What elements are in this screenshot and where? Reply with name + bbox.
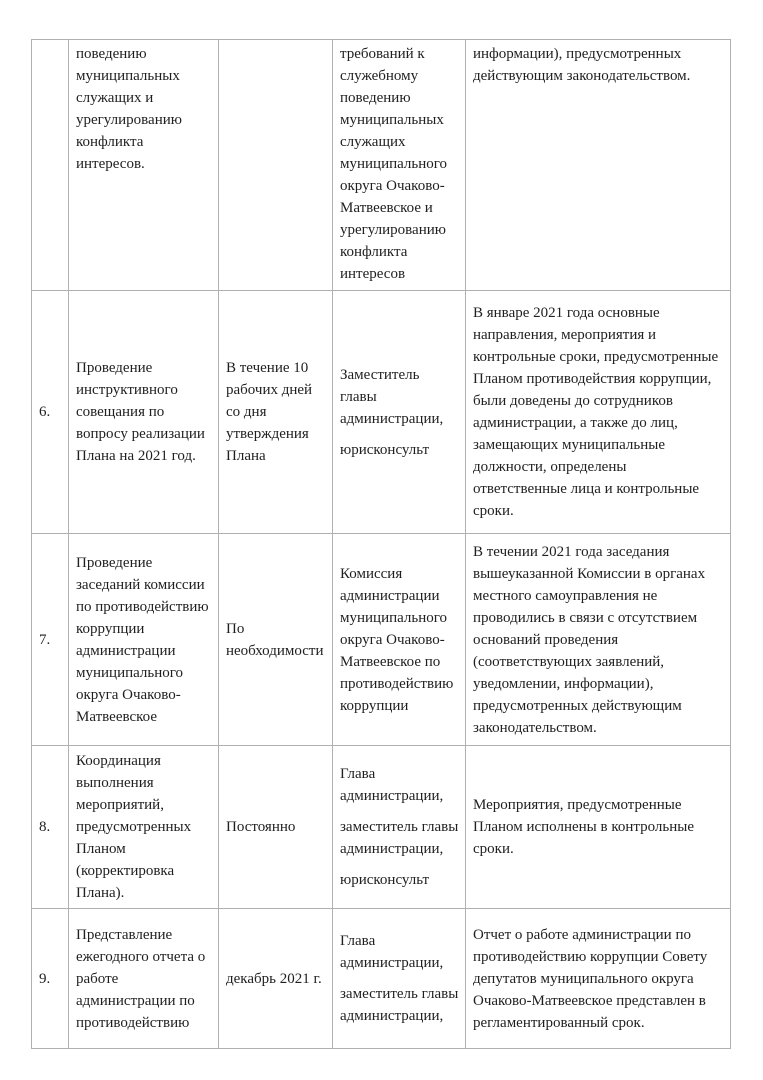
responsible-paragraph: юрисконсульт — [340, 441, 430, 458]
deadline-cell: В течение 10 рабочих дней со дня утверждения Плана — [219, 291, 333, 534]
result-cell: информации), предусмотренных действующим законодательством. — [466, 40, 731, 291]
deadline-cell — [219, 40, 333, 291]
row-number-cell — [32, 40, 69, 291]
table-row-9 — [32, 909, 731, 1049]
responsible-paragraph: Глава администрации, — [340, 933, 444, 971]
result-cell: Отчет о работе администрации по противодействию коррупции Совету депутатов муниципального округа Очаково-Матвеевское представлен в регламентированный срок. — [466, 909, 731, 1049]
responsible-cell — [333, 746, 466, 909]
table-row-5-continuation — [32, 40, 731, 291]
responsible-paragraph: требований к служебному поведению муниципальных служащих муниципального округа Очаково-Матвеевское и урегулированию конфликта интересов — [340, 46, 448, 282]
result-cell: Мероприятия, предусмотренные Планом исполнены в контрольные сроки. — [466, 746, 731, 909]
table-row-6 — [32, 291, 731, 534]
responsible-paragraph: заместитель главы администрации, — [340, 819, 459, 857]
responsible-paragraph: Глава администрации, — [340, 766, 444, 804]
deadline-cell: По необходимости — [219, 534, 333, 746]
responsible-paragraph: Комиссия администрации муниципального округа Очаково-Матвеевское по противодействию коррупции — [340, 565, 454, 714]
responsible-paragraph: заместитель главы администрации, — [340, 986, 459, 1024]
responsible-cell — [333, 40, 466, 291]
responsible-paragraph: юрисконсульт — [340, 872, 430, 888]
responsible-cell — [333, 291, 466, 534]
row-number-cell: 7. — [32, 534, 69, 746]
responsible-cell — [333, 534, 466, 746]
deadline-cell: Постоянно — [219, 746, 333, 909]
row-number-cell: 6. — [32, 291, 69, 534]
activity-cell: Координация выполнения мероприятий, предусмотренных Планом (корректировка Плана). — [69, 746, 219, 909]
table-row-8 — [32, 746, 731, 909]
result-cell: В течении 2021 года заседания вышеуказанной Комиссии в органах местного самоуправления не проводились в связи с отсутствием оснований проведения (соответствующих заявлений, уведомлении, информации), предусмотренных действующим законодательством. — [466, 534, 731, 746]
responsible-paragraph: Заместитель главы администрации, — [340, 366, 444, 427]
activity-cell: Проведение заседаний комиссии по противодействию коррупции администрации муниципального округа Очаково-Матвеевское — [69, 534, 219, 746]
responsible-cell — [333, 909, 466, 1049]
anti-corruption-plan-table — [31, 39, 731, 1049]
activity-cell: Представление ежегодного отчета о работе администрации по противодействию — [69, 909, 219, 1049]
deadline-cell: декабрь 2021 г. — [219, 909, 333, 1049]
result-cell: В январе 2021 года основные направления, мероприятия и контрольные сроки, предусмотренные Планом противодействия коррупции, были доведены до сотрудников администрации, а также до лиц, замещающих муниципальные должности, определены ответственные лица и контрольные сроки. — [466, 291, 731, 534]
table-row-7 — [32, 534, 731, 746]
activity-cell: Проведение инструктивного совещания по вопросу реализации Плана на 2021 год. — [69, 291, 219, 534]
row-number-cell: 8. — [32, 746, 69, 909]
row-number-cell: 9. — [32, 909, 69, 1049]
activity-cell: поведению муниципальных служащих и урегулированию конфликта интересов. — [69, 40, 219, 291]
